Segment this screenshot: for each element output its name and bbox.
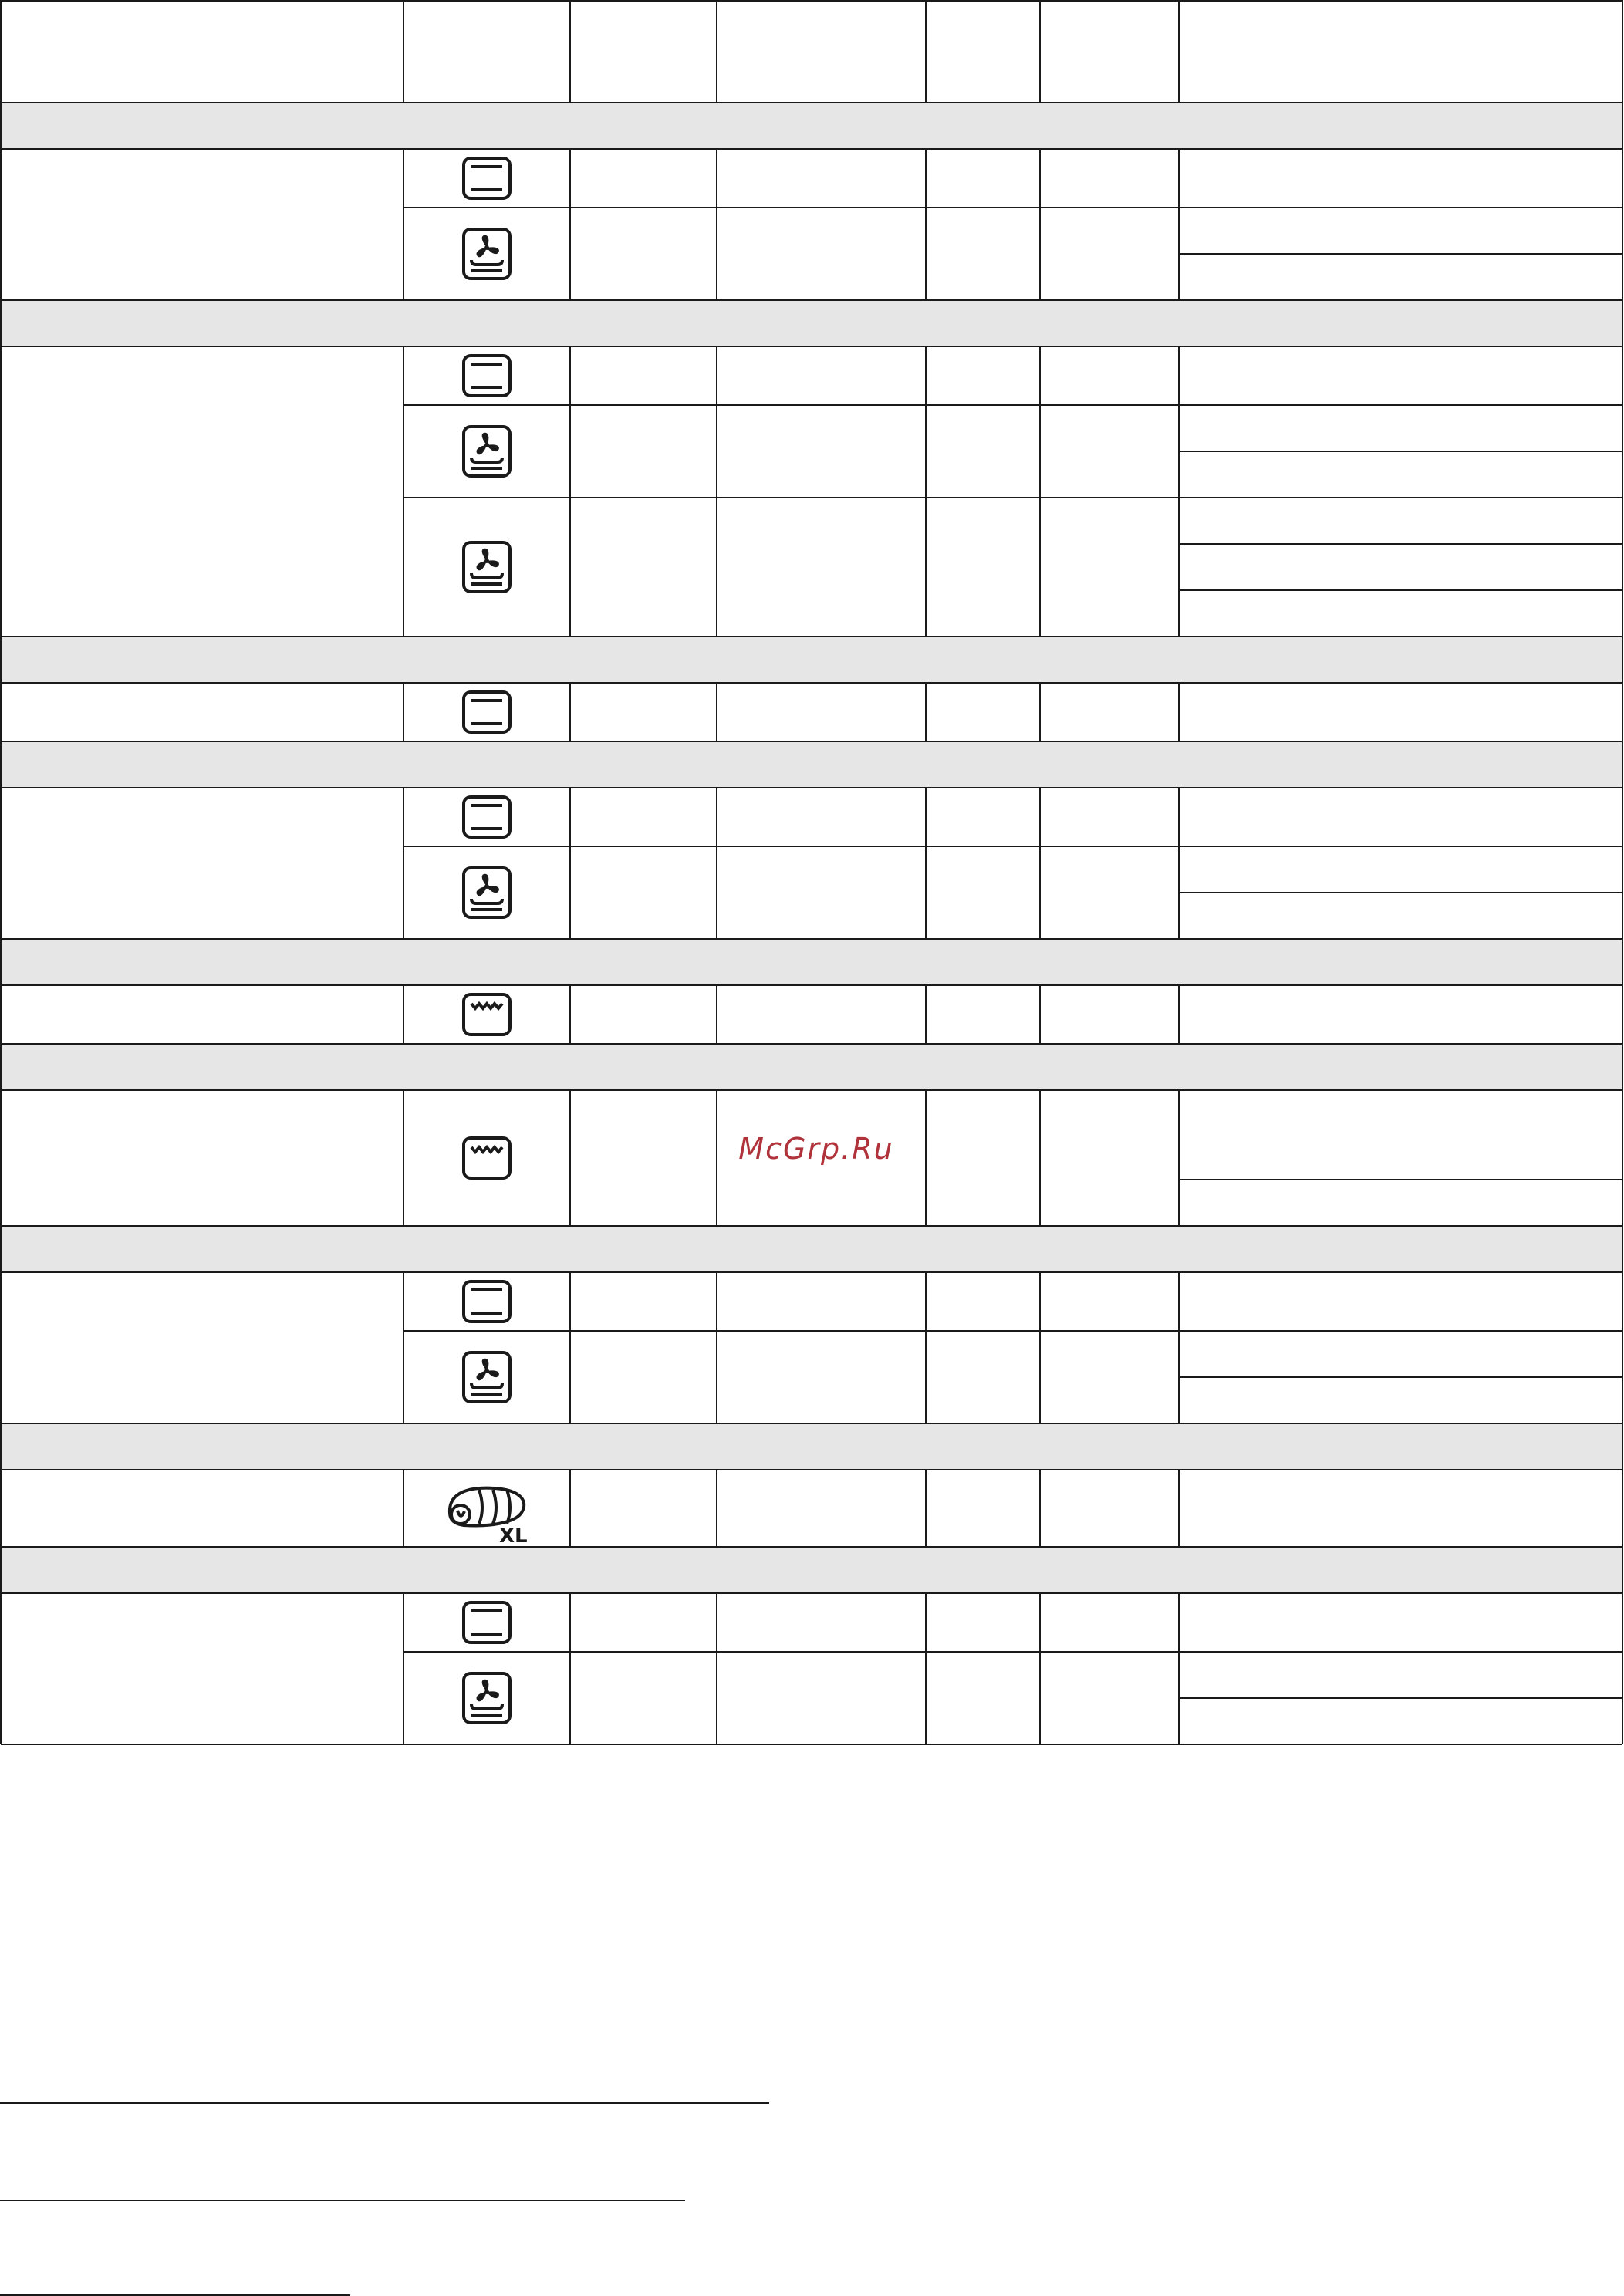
roast-bone (457, 1511, 464, 1516)
roast-string (493, 1490, 496, 1524)
section-header-band (1, 1044, 1622, 1090)
icon-frame (464, 994, 510, 1035)
top-bottom-heat-icon (464, 1281, 510, 1322)
true-fan-cooking-icon (464, 1352, 510, 1402)
true-fan-cooking-icon (464, 229, 510, 279)
top-bottom-heat-icon (464, 1602, 510, 1643)
section-header-band (1, 741, 1622, 788)
grill-element-zigzag (471, 1004, 502, 1008)
section-header-band (1, 103, 1622, 149)
fan-hub (484, 884, 489, 889)
ring-element-curve (471, 260, 502, 265)
roast-string (507, 1490, 510, 1524)
fan-hub (484, 245, 489, 250)
icon-frame (464, 1602, 510, 1643)
grill-icon (464, 1138, 510, 1178)
roast-body (450, 1488, 524, 1526)
icon-frame (464, 797, 510, 837)
true-fan-cooking-icon (464, 542, 510, 592)
section-bands (1, 103, 1622, 1593)
true-fan-cooking-icon (464, 1673, 510, 1723)
fan-hub (484, 443, 489, 447)
ring-element-curve (471, 1383, 502, 1388)
ring-element-curve (471, 573, 502, 578)
icon-frame (464, 1138, 510, 1178)
top-bottom-heat-icon (464, 692, 510, 732)
watermark-text: McGrp.Ru (738, 1132, 894, 1166)
ring-element-curve (471, 1704, 502, 1709)
fan-hub (484, 559, 489, 563)
table-grid (1, 0, 1622, 1744)
ring-element-curve (471, 458, 502, 462)
fan-hub (484, 1369, 489, 1373)
icon-frame (464, 158, 510, 198)
fan-hub (484, 1690, 489, 1694)
top-bottom-heat-icon (464, 356, 510, 396)
roast-string (479, 1490, 482, 1524)
grill-icon (464, 994, 510, 1035)
section-header-band (1, 1423, 1622, 1470)
footnote-rules (0, 2103, 769, 2295)
roast-xl-label: XL (499, 1524, 528, 1548)
true-fan-cooking-icon (464, 427, 510, 476)
section-header-band (1, 939, 1622, 985)
icon-frame (464, 692, 510, 732)
top-bottom-heat-icon (464, 797, 510, 837)
section-header-band (1, 1226, 1622, 1272)
grill-element-zigzag (471, 1147, 502, 1152)
top-bottom-heat-icon (464, 158, 510, 198)
true-fan-cooking-icon (464, 868, 510, 917)
icon-frame (464, 1281, 510, 1322)
roast-xl-icon (450, 1488, 528, 1548)
icon-frame (464, 356, 510, 396)
section-header-band (1, 636, 1622, 683)
section-header-band (1, 300, 1622, 346)
ring-element-curve (471, 899, 502, 903)
section-header-band (1, 1547, 1622, 1593)
